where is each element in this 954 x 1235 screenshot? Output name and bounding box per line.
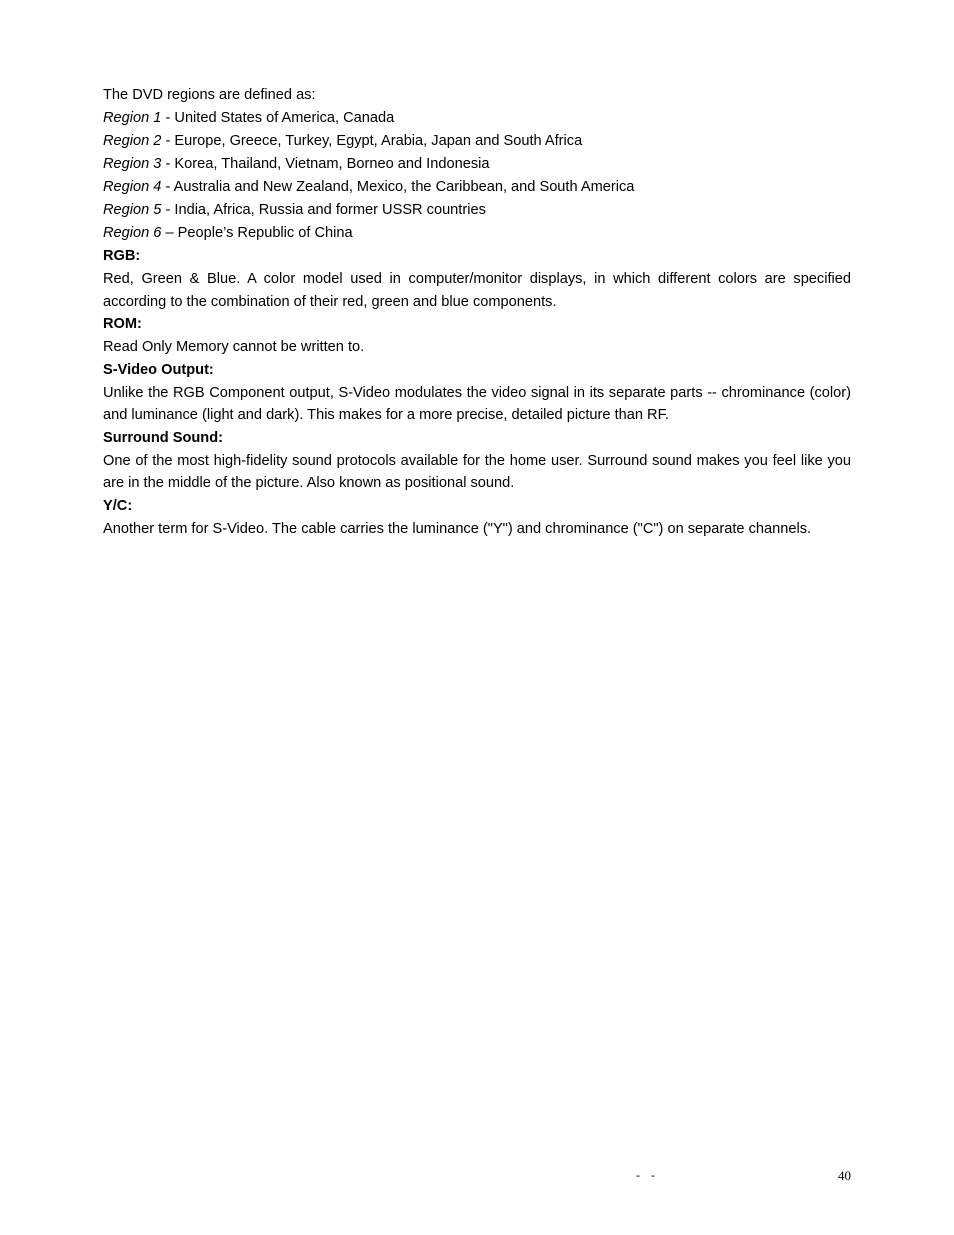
region-item (103, 176, 851, 199)
glossary-definition-surround-sound: One of the most high-fidelity sound protocols available for the home user. Surround sound makes you feel like you are in the middle of the picture. Also known as positional sound. (103, 452, 851, 491)
region-text: People’s Republic of China (177, 225, 353, 241)
region-text: Korea, Thailand, Vietnam, Borneo and Indonesia (174, 156, 490, 172)
regions-intro: The DVD regions are defined as: (103, 87, 316, 103)
glossary-definition-s-video-output: Unlike the RGB Component output, S-Video modulates the video signal in its separate parts -- chrominance (color) and luminance (light and dark). This makes for a more precise, detailed picture than RF. (103, 384, 851, 423)
page-number: 40 (838, 1168, 851, 1183)
glossary-definition-rom: Read Only Memory cannot be written to. (103, 339, 365, 355)
glossary-term-s-video-output: S-Video Output: (103, 361, 214, 378)
region-separator: – (161, 225, 178, 241)
glossary-definition-rgb: Red, Green & Blue. A color model used in computer/monitor displays, in which different colors are specified according to the combination of their red, green and blue components. (103, 271, 851, 310)
glossary-term-rom: ROM: (103, 316, 142, 332)
glossary-term-surround-sound: Surround Sound: (103, 429, 223, 446)
region-separator: - (161, 156, 175, 172)
region-label: Region 6 (103, 225, 162, 241)
region-item (103, 222, 851, 245)
region-item (103, 153, 851, 176)
region-label: Region 1 (103, 110, 162, 126)
region-text: India, Africa, Russia and former USSR countries (174, 202, 486, 218)
region-separator: - (161, 202, 175, 218)
region-label: Region 4 (103, 179, 162, 195)
footer-dashes: - - (636, 1168, 659, 1182)
region-item (103, 130, 851, 153)
region-separator: - (161, 133, 175, 149)
region-separator: - (161, 179, 174, 195)
region-separator: - (161, 110, 175, 126)
document-body (103, 84, 851, 540)
glossary-term-y-c: Y/C: (103, 497, 133, 514)
region-item (103, 199, 851, 222)
glossary-term-rgb: RGB: (103, 248, 141, 264)
region-text: United States of America, Canada (174, 110, 395, 126)
region-item (103, 107, 851, 130)
region-text: Australia and New Zealand, Mexico, the Caribbean, and South America (173, 179, 635, 195)
region-label: Region 2 (103, 133, 162, 149)
region-label: Region 3 (103, 156, 162, 172)
region-label: Region 5 (103, 202, 162, 218)
glossary-definition-y-c: Another term for S-Video. The cable carries the luminance ("Y") and chrominance ("C") on separate channels. (103, 520, 812, 537)
region-text: Europe, Greece, Turkey, Egypt, Arabia, Japan and South Africa (174, 133, 583, 149)
